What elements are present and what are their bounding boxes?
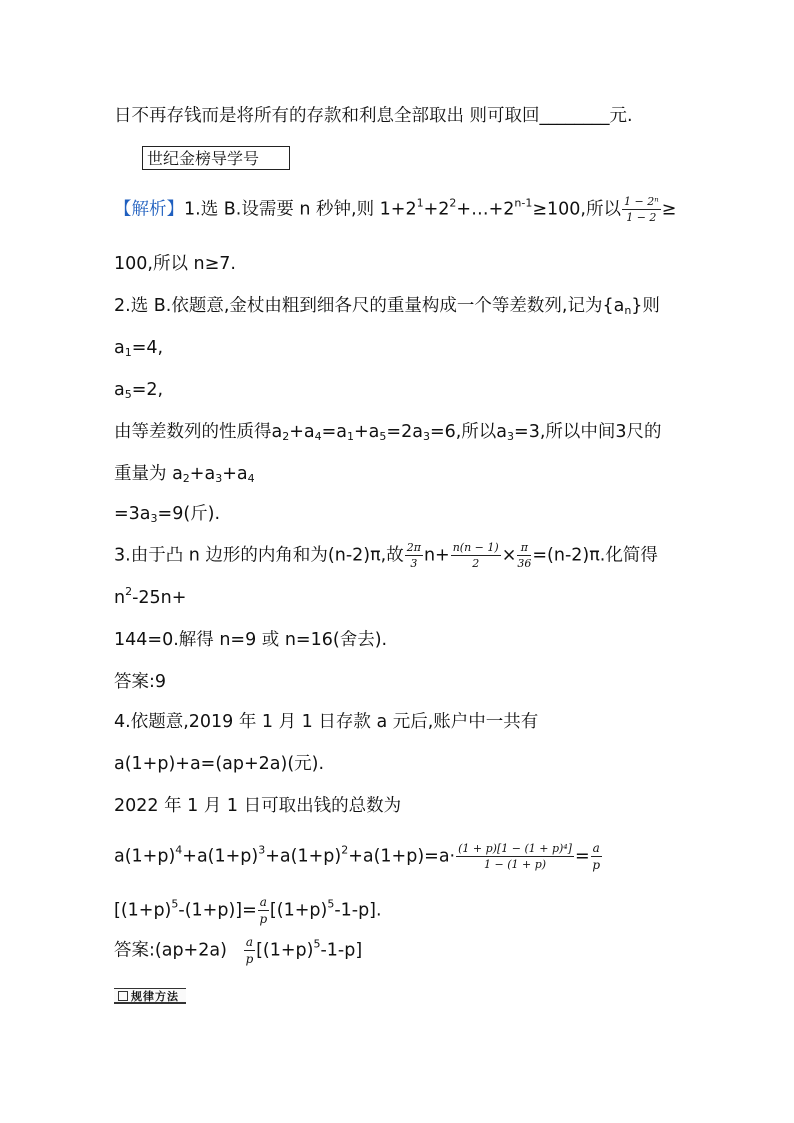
text-line: $n^2-25n+$ — [114, 585, 187, 608]
text-line: 144=0.解得 n=9 或 n=16(舍去). — [114, 630, 388, 650]
text-line: $a_5=2$, — [114, 380, 164, 401]
text-line: $a(1+p)^4+a(1+p)^3+a(1+p)^2+a(1+p)=a\cdot$ $\frac{\text{(1 + p)[1 − (1 + p)⁴]}}{1 - (1 + p)}$ = $\frac{a}{p}$ — [114, 841, 601, 872]
answer-line: 答案:9 — [114, 672, 167, 692]
text-line: $[(1+p)^5-(1+p)]=$ $\frac{a}{p}$ $[(1+p)^5-1-p]$. — [114, 895, 382, 926]
fraction: $\frac{a}{p}$ — [592, 841, 601, 872]
fraction: $\frac{2\pi}{3}$ — [406, 541, 421, 570]
text-line: a(1+p)+a=(ap+2a)(元). — [114, 754, 325, 774]
text-line: 重量为 $a_2+a_3+a_4$ — [114, 464, 255, 485]
method-badge: 规律方法 — [114, 988, 186, 1004]
book-icon — [118, 991, 128, 1001]
fraction: $\frac{\text{(1 + p)[1 − (1 + p)⁴]}}{1 - (1 + p)}$ — [458, 842, 572, 871]
text-line: $=3a_3=9$(斤). — [114, 504, 221, 525]
answer-line: 答案:(ap+2a) $\frac{a}{p}$ $[(1+p)^5-1-p]$ — [114, 935, 363, 966]
text-line: 2022 年 1 月 1 日可取出钱的总数为 — [114, 796, 402, 816]
boxed-label: 世纪金榜导学号 — [142, 146, 290, 170]
fraction: $\frac{\pi}{36}$ — [517, 541, 532, 570]
text-line: 由等差数列的性质得$a_2+a_4=a_1+a_5=2a_3=6$,所以$a_3=3$,所以中间3尺的 — [114, 422, 662, 443]
text-line: 3.由于凸 n 边形的内角和为(n-2)π,故 $\frac{2\pi}{3}$ n+ $\frac{n(n - 1)}{2}$ × $\frac{\pi}{36}$ =(n-2)π.化简得 — [114, 541, 658, 570]
text-line: 日不再存钱而是将所有的存款和利息全部取出 则可取回________元. — [114, 106, 633, 126]
analysis-marker: 【解析】 — [114, 199, 184, 220]
text-line: 2.选 B.依题意,金杖由粗到细各尺的重量构成一个等差数列,记为$\{a_n\}$则 — [114, 296, 660, 317]
fraction: $\frac{a}{p}$ — [259, 895, 268, 926]
solution-line-1: 【解析】1.选 B.设需要 n 秒钟,则 $1+2^1+2^2+\dots+2^{n-1}\ge 100$,所以 $\frac{\text{1 − 2ⁿ}}{1 - 2}$ ≥ — [114, 195, 677, 224]
fraction: $\frac{a}{p}$ — [245, 935, 254, 966]
fraction: $\frac{n(n - 1)}{2}$ — [452, 541, 499, 570]
text-line: 100,所以 n≥7. — [114, 254, 236, 274]
fraction: $\frac{\text{1 − 2ⁿ}}{1 - 2}$ — [623, 195, 659, 224]
text-line: 4.依题意,2019 年 1 月 1 日存款 a 元后,账户中一共有 — [114, 712, 539, 732]
text-line: $a_1=4$, — [114, 338, 164, 359]
